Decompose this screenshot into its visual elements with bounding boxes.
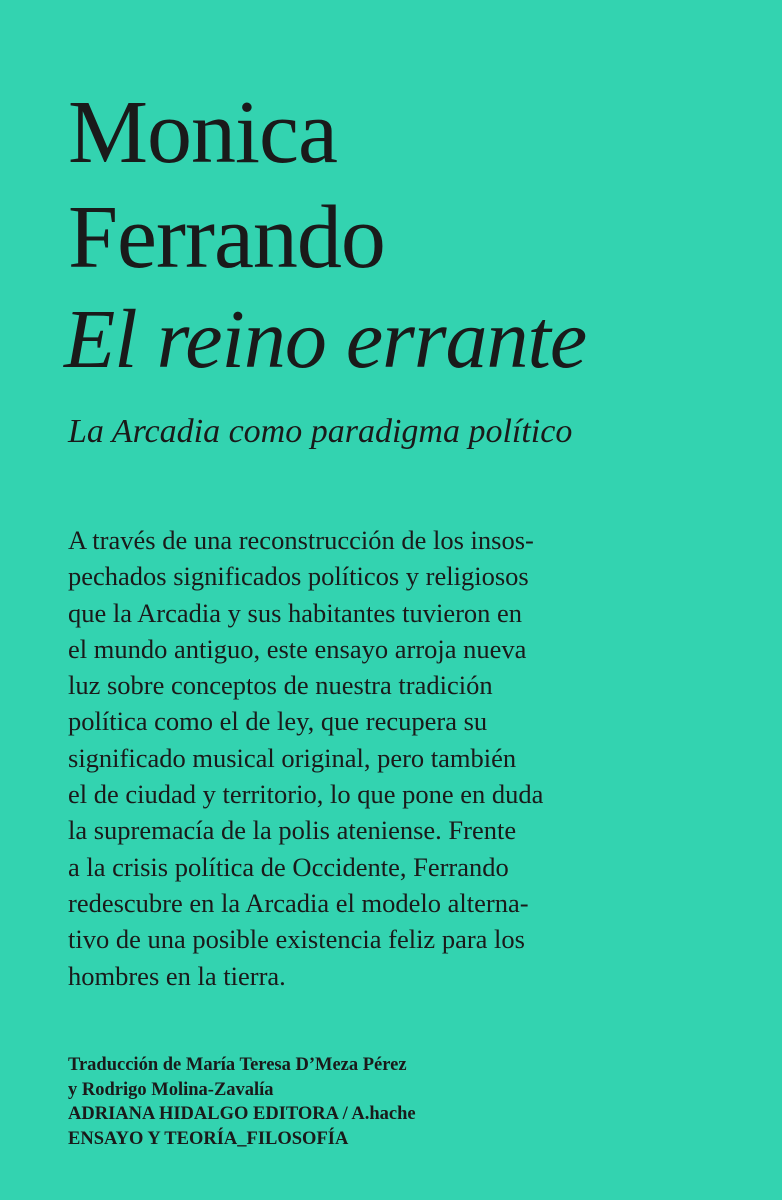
- book-subtitle: La Arcadia como paradigma político: [68, 413, 573, 450]
- blurb-line: A través de una reconstrucción de los insos-: [68, 525, 534, 555]
- blurb-line: pechados significados políticos y religiosos: [68, 561, 529, 592]
- blurb-line: redescubre en la Arcadia el modelo alterna-: [68, 887, 529, 918]
- blurb-line: el de ciudad y territorio, lo que pone en duda: [68, 779, 544, 810]
- blurb-line: política como el de ley, que recupera su: [68, 706, 488, 737]
- book-title: El reino errante: [64, 293, 587, 386]
- translator-credit: Traducción de María Teresa D’Meza Pérez: [68, 1055, 407, 1075]
- credits-block: [68, 1053, 548, 1151]
- blurb-line: a la crisis política de Occidente, Ferrando: [68, 851, 509, 882]
- translator-credit: y Rodrigo Molina-Zavalía: [68, 1079, 274, 1100]
- blurb-line: tivo de una posible existencia feliz para los: [68, 924, 525, 955]
- blurb-line: el mundo antiguo, este ensayo arroja nueva: [68, 633, 527, 664]
- publisher-name: ADRIANA HIDALGO EDITORA / A.hache: [68, 1104, 416, 1124]
- blurb-line: la supremacía de la polis ateniense. Frente: [68, 815, 517, 846]
- author-first-name: Monica: [68, 83, 337, 182]
- blurb-line: que la Arcadia y sus habitantes tuvieron en: [68, 597, 523, 628]
- blurb-line: significado musical original, pero también: [68, 742, 517, 773]
- series-name: ENSAYO Y TEORÍA_FILOSOFÍA: [68, 1128, 349, 1149]
- blurb-line: luz sobre conceptos de nuestra tradición: [68, 670, 493, 701]
- author-last-name: Ferrando: [68, 188, 385, 287]
- blurb-line: hombres en la tierra.: [68, 960, 286, 991]
- blurb-paragraph: [68, 522, 608, 994]
